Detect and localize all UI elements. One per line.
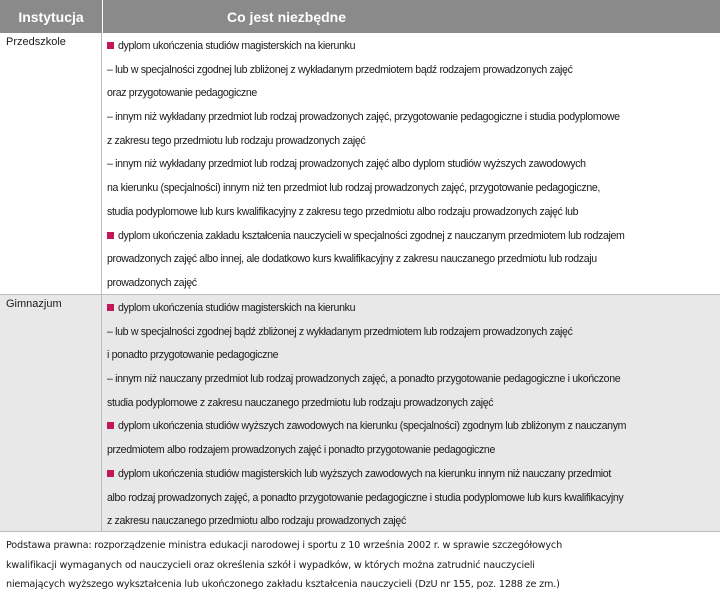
requirement-text: dyplom ukończenia studiów magisterskich na kierunku [118, 302, 356, 314]
requirement-text: i ponadto przygotowanie pedagogiczne [107, 349, 279, 362]
requirement-text: z zakresu nauczanego przedmiotu albo rodzaju prowadzonych zajęć [107, 515, 406, 528]
square-bullet-icon [107, 304, 114, 311]
requirement-text: – innym niż wykładany przedmiot lub rodzaj prowadzonych zajęć albo dyplom studiów wyższych zawodowych [107, 158, 586, 171]
requirement-line [107, 201, 720, 225]
requirement-text: z zakresu tego przedmiotu lub rodzaju prowadzonych zajęć [107, 134, 366, 147]
requirement-text: albo rodzaj prowadzonych zajęć, a ponadto przygotowanie pedagogiczne i studia podyplomowe lub kurs kwalifikacyjny [107, 491, 624, 504]
table-row [0, 33, 720, 295]
requirement-line [107, 248, 720, 272]
requirement-text: oraz przygotowanie pedagogiczne [107, 87, 257, 100]
requirement-line [107, 35, 720, 59]
square-bullet-icon [107, 232, 114, 239]
requirement-text: – lub w specjalności zgodnej bądź zbliżonej z wykładanym przedmiotem lub rodzajem prowadzonych zajęć [107, 325, 573, 338]
requirement-text: dyplom ukończenia zakładu kształcenia nauczycieli w specjalności zgodnej z nauczanym przedmiotem lub rodzajem [118, 229, 625, 242]
requirement-line [107, 106, 720, 130]
requirements-cell [102, 295, 720, 531]
requirement-line [107, 59, 720, 83]
requirement-text: prowadzonych zajęć [107, 276, 197, 289]
requirement-text: – lub w specjalności zgodnej lub zbliżonej z wykładanym przedmiotem bądź rodzajem prowadzonych zajęć [107, 63, 573, 76]
requirement-text: dyplom ukończenia studiów magisterskich lub wyższych zawodowych na kierunku innym niż nauczany przedmiot [118, 467, 611, 480]
requirement-line [107, 297, 720, 321]
requirement-text: dyplom ukończenia studiów magisterskich na kierunku [118, 40, 356, 52]
requirement-line [107, 439, 720, 463]
requirement-text: studia podyplomowe z zakresu nauczanego przedmiotu lub rodzaju prowadzonych zajęć [107, 396, 494, 409]
institution-name: Przedszkole [0, 33, 102, 294]
footer-line: niemających wyższego wykształcenia lub ukończonego zakładu kształcenia nauczycieli (DzU nr 155, poz. 1288 ze zm.) [6, 579, 560, 590]
requirement-line [107, 415, 720, 439]
requirement-text: prowadzonych zajęć albo innej, ale dodatkowo kurs kwalifikacyjny z zakresu nauczanego przedmiotu lub rodzaju [107, 253, 597, 266]
requirement-text: studia podyplomowe lub kurs kwalifikacyjny z zakresu tego przedmiotu albo rodzaju prowadzonych zajęć lub [107, 205, 579, 218]
requirement-line [107, 368, 720, 392]
requirement-line [107, 272, 720, 296]
requirement-line [107, 487, 720, 511]
footer-line: Podstawa prawna: rozporządzenie ministra edukacji narodowej i sportu z 10 września 2002 r. w sprawie szczegółowych [6, 540, 563, 551]
footer-line: kwalifikacji wymaganych od nauczycieli oraz określenia szkół i wypadków, w których można zatrudnić nauczycieli [6, 559, 535, 571]
requirement-text: przedmiotem albo rodzajem prowadzonych zajęć i ponadto przygotowanie pedagogiczne [107, 444, 495, 457]
institution-name: Gimnazjum [0, 295, 102, 531]
square-bullet-icon [107, 422, 114, 429]
requirements-cell [102, 33, 720, 294]
square-bullet-icon [107, 42, 114, 49]
requirement-text: dyplom ukończenia studiów wyższych zawodowych na kierunku (specjalności) zgodnym lub zbliżonym z nauczanym [118, 420, 627, 433]
requirement-line [107, 321, 720, 345]
requirement-line [107, 225, 720, 249]
table-row [0, 295, 720, 532]
requirement-text: – innym niż nauczany przedmiot lub rodzaj prowadzonych zajęć, a ponadto przygotowanie pedagogiczne i ukończone [107, 373, 621, 386]
requirement-line [107, 510, 720, 534]
legal-basis-note [0, 532, 720, 598]
requirement-text: na kierunku (specjalności) innym niż ten przedmiot lub rodzaj prowadzonych zajęć, przygotowanie pedagogiczne, [107, 182, 601, 195]
requirement-line [107, 463, 720, 487]
requirement-line [107, 82, 720, 106]
table-header [0, 0, 720, 33]
requirement-line [107, 392, 720, 416]
header-institution: Instytucja [0, 0, 103, 33]
requirement-line [107, 344, 720, 368]
requirement-line [107, 130, 720, 154]
square-bullet-icon [107, 470, 114, 477]
requirement-text: – innym niż wykładany przedmiot lub rodzaj prowadzonych zajęć, przygotowanie pedagogiczne i studia podyplomowe [107, 111, 620, 124]
header-requirements: Co jest niezbędne [227, 8, 347, 25]
requirement-line [107, 153, 720, 177]
requirement-line [107, 177, 720, 201]
